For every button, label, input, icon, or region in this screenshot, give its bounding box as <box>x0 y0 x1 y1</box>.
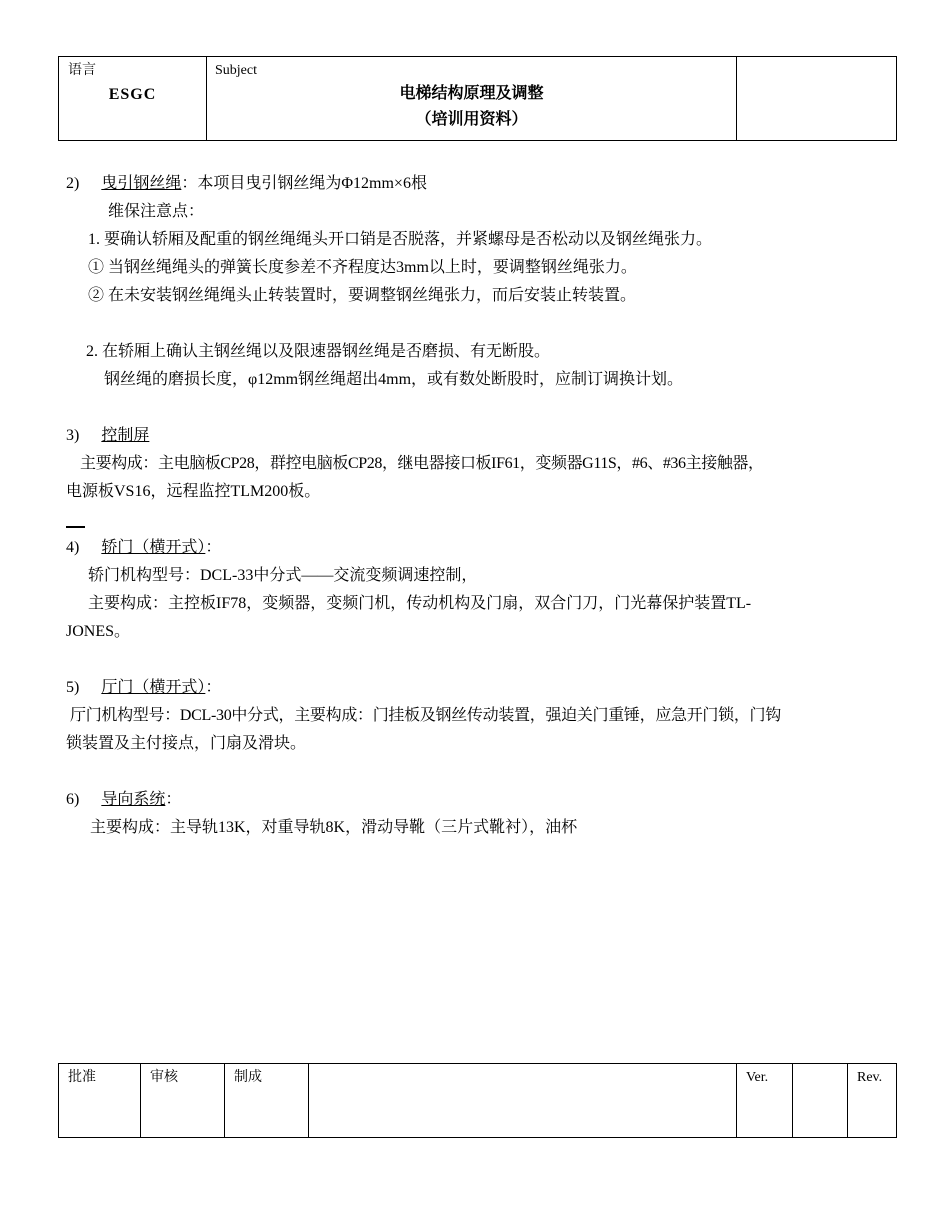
care-item-1: 1. 要确认轿厢及配重的钢丝绳绳头开口销是否脱落，并紧螺母是否松动以及钢丝绳张力。 <box>88 231 713 248</box>
document-title: 电梯结构原理及调整 <box>399 85 544 102</box>
section-4-line-2: 主要构成：主控板IF78，变频器，变频门机，传动机构及门扇，双合门刀，门光幕保护装置TL- <box>88 595 752 612</box>
document-subtitle: （培训用资料） <box>415 111 528 128</box>
section-colon: ： <box>205 539 222 556</box>
section-5-heading <box>66 678 221 698</box>
section-4-line-1: 轿门机构型号：DCL-33中分式——交流变频调速控制， <box>88 567 478 584</box>
care-subitem-1: ① 当钢丝绳绳头的弹簧长度参差不齐程度达3mm以上时，要调整钢丝绳张力。 <box>88 259 637 276</box>
section-title: 曳引钢丝绳 <box>101 175 182 192</box>
section-number: 2) <box>66 175 80 192</box>
care-item-2-detail: 钢丝绳的磨损长度，φ12mm钢丝绳超出4mm，或有数处断股时，应制订调换计划。 <box>104 371 684 388</box>
section-title: 厅门（横开式） <box>101 679 206 696</box>
review-cell <box>141 1064 225 1138</box>
ver-value-cell <box>793 1064 848 1138</box>
section-4-line-3: JONES。 <box>66 623 131 640</box>
footer-table <box>58 1063 897 1138</box>
section-6-line-1: 主要构成：主导轨13K，对重导轨8K，滑动导靴（三片式靴衬），油杯 <box>90 819 578 836</box>
section-5-line-1: 厅门机构型号：DCL-30中分式，主要构成：门挂板及钢丝传动装置，强迫关门重锤，应急开门锁，门钩 <box>70 707 781 724</box>
section-6-heading <box>66 790 181 810</box>
section-colon: ： <box>205 679 222 696</box>
rev-label: Rev. <box>857 1070 883 1085</box>
section-number: 4) <box>66 539 80 556</box>
section-title: 导向系统 <box>101 791 166 808</box>
prepare-cell <box>225 1064 309 1138</box>
section-number: 6) <box>66 791 80 808</box>
review-label: 审核 <box>150 1070 178 1085</box>
subject-label: Subject <box>215 63 257 78</box>
separator-dash <box>66 526 85 528</box>
approve-cell <box>59 1064 141 1138</box>
section-title: 控制屏 <box>101 427 150 444</box>
header-table <box>58 56 897 141</box>
section-2-heading <box>66 174 427 194</box>
language-label: 语言 <box>68 63 96 78</box>
rev-cell <box>848 1064 897 1138</box>
section-number: 3) <box>66 427 80 444</box>
care-item-2: 2. 在轿厢上确认主钢丝绳以及限速器钢丝绳是否磨损、有无断股。 <box>86 343 551 360</box>
section-4-heading <box>66 538 221 558</box>
language-cell <box>59 57 207 141</box>
prepare-label: 制成 <box>234 1070 262 1085</box>
section-3-heading <box>66 426 149 446</box>
company-code: ESGC <box>108 86 157 103</box>
care-subitem-2: ② 在未安装钢丝绳绳头止转装置时，要调整钢丝绳张力，而后安装止转装置。 <box>88 287 637 304</box>
care-points-label: 维保注意点： <box>108 203 205 220</box>
subject-cell <box>207 57 737 141</box>
section-number: 5) <box>66 679 80 696</box>
header-blank-cell <box>737 57 897 141</box>
section-intro: ：本项目曳引钢丝绳为Φ12mm×6根 <box>181 175 427 192</box>
approve-label: 批准 <box>68 1070 96 1085</box>
section-5-line-2: 锁装置及主付接点，门扇及滑块。 <box>66 735 307 752</box>
section-title: 轿门（横开式） <box>101 539 206 556</box>
section-3-line-2: 电源板VS16，远程监控TLM200板。 <box>66 483 321 500</box>
ver-cell <box>737 1064 793 1138</box>
section-3-line-1: 主要构成：主电脑板CP28，群控电脑板CP28，继电器接口板IF61，变频器G11S，#6、#36主接触器， <box>80 455 764 472</box>
section-colon: ： <box>165 791 182 808</box>
ver-label: Ver. <box>746 1070 769 1085</box>
footer-blank-cell <box>309 1064 737 1138</box>
